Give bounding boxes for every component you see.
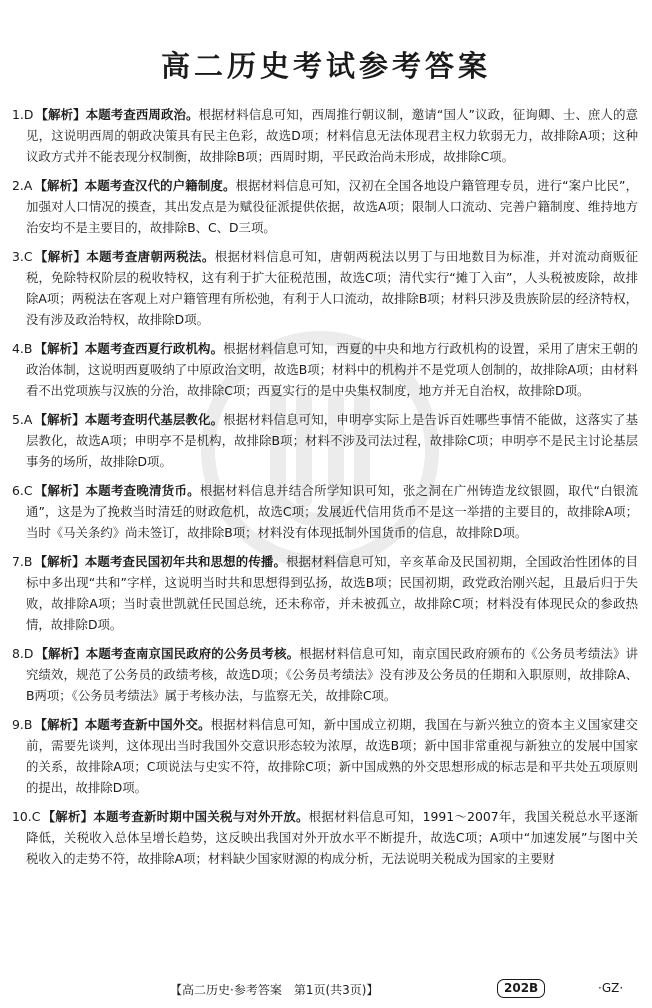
analysis-tag: 【解析】 <box>34 249 87 264</box>
answer-item <box>12 409 638 472</box>
answer-item <box>12 806 638 869</box>
analysis-tag: 【解析】 <box>34 717 85 732</box>
answer-explanation: 根据材料信息可知，申明亭实际上是告诉百姓哪些事情不能做，这落实了基层教化，故选A项；申明亭不是机构，故排除B项；材料不涉及司法过程，故排除C项；申明亭不是民主讨论基层事务的场所，故排除D项。 <box>26 412 639 469</box>
answer-number: 8.D <box>12 646 34 661</box>
answer-explanation: 根据材料信息并结合所学知识可知，张之洞在广州铸造龙纹银圆，取代“白银流通”，这是为了挽救当时清廷的财政危机，故选C项；发展近代信用货币不是这一举措的主要目的，故排除A项；当时《马关条约》尚未签订，故排除B项；材料没有体现抵制外国货币的信息，故排除D项。 <box>26 483 639 540</box>
analysis-tag: 【解析】 <box>35 646 86 661</box>
page-footer <box>0 978 652 1000</box>
answer-topic: 本题考查晚清货币。 <box>85 483 200 498</box>
answer-explanation: 根据材料信息可知，汉初在全国各地设户籍管理专员，进行“案户比民”，加强对人口情况的摸查，其出发点是为赋役征派提供依据，故选A项；限制人口流动、完善户籍制度、维持地方治安均不是主要目的，故排除B、C、D三项。 <box>26 178 639 235</box>
page-title: 高二历史考试参考答案 <box>160 49 491 83</box>
analysis-tag: 【解析】 <box>34 554 85 569</box>
answer-explanation: 根据材料信息可知，西周推行朝议制，邀请“国人”议政，征询卿、士、庶人的意见，这说明西周的朝政决策具有民主色彩，故选D项；材料信息无法体现君主权力软弱无力，故排除A项；这种议政方式并不能表现分权制衡，故排除B项；西周时期，平民政治尚未形成，故排除C项。 <box>26 107 639 164</box>
answer-topic: 本题考查汉代的户籍制度。 <box>84 178 236 193</box>
analysis-tag: 【解析】 <box>34 341 85 356</box>
answer-topic: 本题考查西周政治。 <box>85 107 199 122</box>
answer-topic: 本题考查新时期中国关税与对外开放。 <box>93 809 309 824</box>
analysis-tag: 【解析】 <box>34 483 86 498</box>
answer-item <box>12 104 638 167</box>
analysis-tag: 【解析】 <box>42 809 94 824</box>
answer-explanation: 根据材料信息可知，新中国成立初期，我国在与新兴独立的资本主义国家建交前，需要先谈判，这体现出当时我国外交意识形态较为浓厚，故选B项；新中国非常重视与新独立的发展中国家的关系，故排除A项；C项说法与史实不符，故排除C项；新中国成熟的外交思想形成的标志是和平共处五项原则的提出，故排除D项。 <box>26 717 639 795</box>
answer-explanation: 根据材料信息可知，唐朝两税法以男丁与田地数目为标准，并对流动商贩征税，免除特权阶层的税收特权，这有利于扩大征税范围，故选C项；清代实行“摊丁入亩”，人头税被废除，故排除A项；两税法在客观上对户籍管理有所松弛，有利于人口流动，故排除B项；材料只涉及贵族阶层的经济特权，没有涉及政治特权，故排除D项。 <box>26 249 639 327</box>
answer-number: 6.C <box>12 483 33 498</box>
answer-item <box>12 175 638 238</box>
answer-topic: 本题考查民国初年共和思想的传播。 <box>84 554 287 569</box>
answer-number: 7.B <box>12 554 33 569</box>
answer-number: 1.D <box>12 107 34 122</box>
answer-number: 10.C <box>12 809 41 824</box>
answer-topic: 本题考查唐朝两税法。 <box>86 249 215 264</box>
answer-item <box>12 480 638 543</box>
answer-topic: 本题考查西夏行政机构。 <box>84 341 224 356</box>
footer-region-code: ·GZ· <box>598 981 624 995</box>
answer-item <box>12 643 638 706</box>
footer-page-info: 【高二历史·参考答案 第1页(共3页)】 <box>170 983 379 997</box>
answer-number: 4.B <box>12 341 33 356</box>
answer-explanation: 根据材料信息可知，1991～2007年，我国关税总水平逐渐降低，关税收入总体呈增长趋势，这反映出我国对外开放水平不断提升，故选C项；A项中“加速发展”与图中关税收入的走势不符，故排除A项；材料缺少国家财源的构成分析，无法说明关税成为国家的主要财 <box>26 809 639 866</box>
answer-item <box>12 714 638 798</box>
answer-number: 3.C <box>12 249 33 264</box>
answer-number: 9.B <box>12 717 33 732</box>
analysis-tag: 【解析】 <box>35 107 86 122</box>
footer-paper-code: 202B <box>497 979 545 998</box>
answer-topic: 本题考查明代基层教化。 <box>84 412 224 427</box>
answer-topic: 本题考查新中国外交。 <box>84 717 211 732</box>
analysis-tag: 【解析】 <box>34 412 85 427</box>
answer-explanation: 根据材料信息可知，辛亥革命及民国初期，全国政治性团体的目标中多出现“共和”字样，这说明当时共和思想得到弘扬，故选B项；民国初期，政党政治刚兴起，且最后归于失败，故排除A项；当时袁世凯就任民国总统，还未称帝，并未被孤立，故排除C项；材料没有体现民众的参政热情，故排除D项。 <box>26 554 639 632</box>
answer-item <box>12 338 638 401</box>
answer-number: 2.A <box>12 178 33 193</box>
answer-explanation: 根据材料信息可知，西夏的中央和地方行政机构的设置，采用了唐宋王朝的政治体制，这说明西夏吸纳了中原政治文明，故选B项；材料中的机构并不是党项人创制的，故排除A项；由材料看不出党项族与汉族的分治，故排除C项；西夏实行的是中央集权制度，地方并无自治权，故排除D项。 <box>26 341 639 398</box>
answer-topic: 本题考查南京国民政府的公务员考核。 <box>85 646 300 661</box>
answer-item <box>12 246 638 330</box>
answer-explanation: 根据材料信息可知，南京国民政府颁布的《公务员考绩法》讲究绩效，规范了公务员的政绩考核，故选D项；《公务员考绩法》没有涉及公务员的任期和入职原则，故排除A、B两项；《公务员考绩法》属于考核办法，与监察无关，故排除C项。 <box>26 646 639 703</box>
answer-list <box>12 104 638 877</box>
answer-number: 5.A <box>12 412 33 427</box>
analysis-tag: 【解析】 <box>34 178 85 193</box>
answer-item <box>12 551 638 635</box>
